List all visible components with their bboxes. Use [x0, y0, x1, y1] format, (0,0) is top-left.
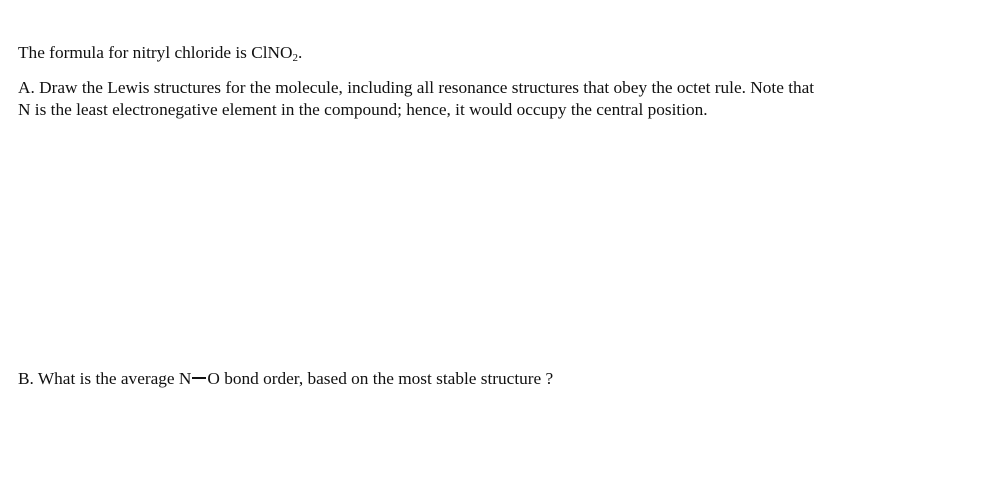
formula-subscript: 2 — [292, 52, 299, 64]
part-b-text-start: B. What is the average N — [18, 369, 192, 388]
part-b-text-end: O bond order, based on the most stable structure ? — [207, 369, 554, 388]
single-bond-symbol — [192, 377, 206, 379]
part-a-line-2: N is the least electronegative element in the compound; hence, it would occupy the central position. — [18, 100, 708, 119]
part-b-question — [18, 368, 553, 390]
intro-sentence — [18, 42, 302, 64]
intro-text: The formula for nitryl chloride is ClNO — [18, 43, 293, 62]
intro-period: . — [298, 43, 303, 62]
part-a-line-1: A. Draw the Lewis structures for the molecule, including all resonance structures that obey the octet rule. Note that — [18, 78, 815, 97]
